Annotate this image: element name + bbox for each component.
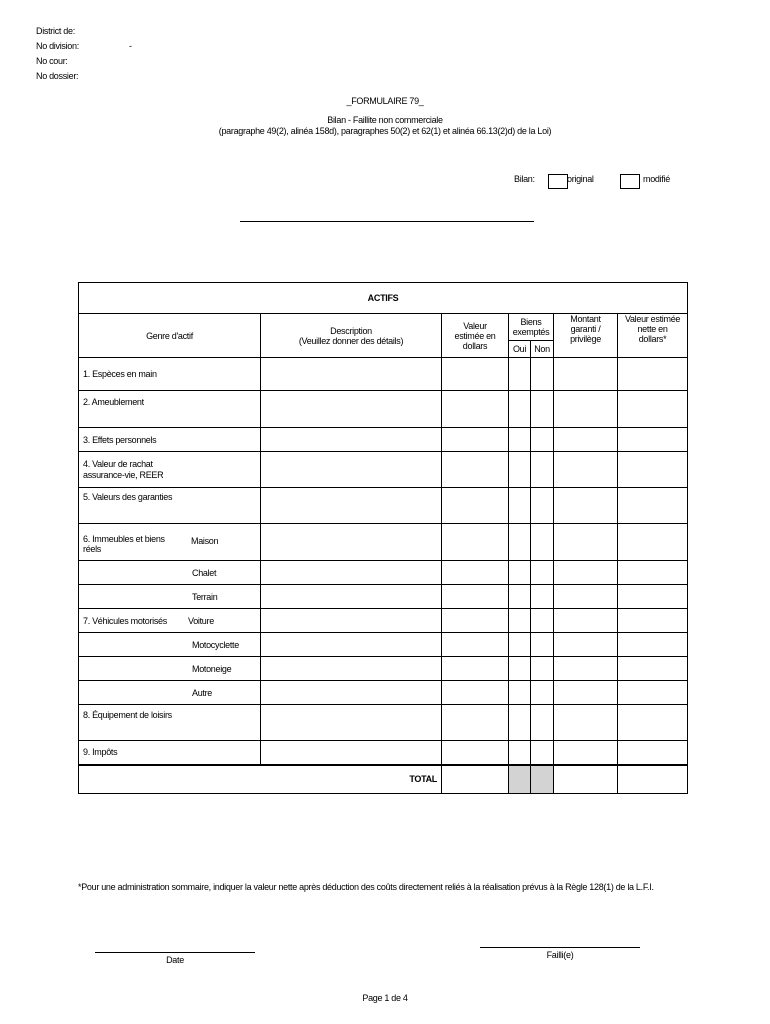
valeur-cell[interactable] bbox=[442, 358, 509, 391]
footnote: *Pour une administration sommaire, indiquer la valeur nette après déduction des coûts directement reliés à la réalisation prévus à la Règle 128(1) de la L.F.I. bbox=[78, 882, 654, 892]
table-row bbox=[79, 391, 688, 428]
description-cell[interactable] bbox=[261, 428, 442, 452]
description-header: Description (Veuillez donner des détails) bbox=[261, 314, 442, 358]
table-row bbox=[79, 452, 688, 488]
montant-cell[interactable] bbox=[554, 705, 618, 741]
valeur-cell[interactable] bbox=[442, 741, 509, 765]
oui-cell[interactable] bbox=[509, 609, 531, 633]
table-row bbox=[79, 657, 688, 681]
row-label-immeubles bbox=[79, 524, 261, 561]
oui-cell[interactable] bbox=[509, 358, 531, 391]
description-cell[interactable] bbox=[261, 358, 442, 391]
non-cell[interactable] bbox=[531, 681, 554, 705]
description-cell[interactable] bbox=[261, 452, 442, 488]
valeur-cell[interactable] bbox=[442, 705, 509, 741]
oui-cell[interactable] bbox=[509, 705, 531, 741]
valeur-cell[interactable] bbox=[442, 633, 509, 657]
row-label-rachat: 4. Valeur de rachat assurance-vie, REER bbox=[79, 452, 261, 488]
table-row bbox=[79, 358, 688, 391]
description-cell[interactable] bbox=[261, 633, 442, 657]
immeubles-label: 6. Immeubles et biens réels bbox=[83, 534, 165, 554]
non-header: Non bbox=[531, 341, 554, 358]
non-cell[interactable] bbox=[531, 428, 554, 452]
voiture-label: Voiture bbox=[188, 615, 214, 626]
table-title-row bbox=[79, 283, 688, 314]
original-label: original bbox=[567, 174, 594, 184]
nette-cell[interactable] bbox=[618, 741, 688, 765]
valeur-cell[interactable] bbox=[442, 609, 509, 633]
row-label-motoneige: Motoneige bbox=[79, 657, 261, 681]
oui-cell[interactable] bbox=[509, 524, 531, 561]
description-cell[interactable] bbox=[261, 561, 442, 585]
page-number: Page 1 de 4 bbox=[362, 993, 408, 1003]
row-label-impots: 9. Impôts bbox=[79, 741, 261, 765]
failli-label: Failli(e) bbox=[546, 950, 574, 960]
modifie-checkbox[interactable] bbox=[620, 174, 640, 189]
date-line[interactable] bbox=[95, 952, 255, 953]
non-cell[interactable] bbox=[531, 488, 554, 524]
total-label: TOTAL bbox=[79, 765, 442, 794]
row-label-especes: 1. Espèces en main bbox=[79, 358, 261, 391]
nette-cell[interactable] bbox=[618, 633, 688, 657]
nette-cell[interactable] bbox=[618, 391, 688, 428]
table-row bbox=[79, 488, 688, 524]
valeur-cell[interactable] bbox=[442, 452, 509, 488]
nette-cell[interactable] bbox=[618, 561, 688, 585]
nette-cell[interactable] bbox=[618, 705, 688, 741]
maison-label: Maison bbox=[191, 536, 219, 546]
district-label: District de: bbox=[36, 26, 75, 36]
oui-cell[interactable] bbox=[509, 488, 531, 524]
non-cell[interactable] bbox=[531, 609, 554, 633]
valeur-cell[interactable] bbox=[442, 488, 509, 524]
table-row bbox=[79, 585, 688, 609]
non-cell[interactable] bbox=[531, 741, 554, 765]
montant-cell[interactable] bbox=[554, 391, 618, 428]
nette-cell[interactable] bbox=[618, 358, 688, 391]
non-cell[interactable] bbox=[531, 561, 554, 585]
form-subtitle: Bilan - Faillite non commerciale bbox=[327, 115, 443, 125]
oui-cell[interactable] bbox=[509, 585, 531, 609]
valeur-header: Valeur estimée en dollars bbox=[442, 314, 509, 358]
non-cell[interactable] bbox=[531, 633, 554, 657]
valeur-cell[interactable] bbox=[442, 657, 509, 681]
oui-cell[interactable] bbox=[509, 741, 531, 765]
montant-cell[interactable] bbox=[554, 488, 618, 524]
date-label: Date bbox=[166, 955, 184, 965]
dossier-label: No dossier: bbox=[36, 71, 79, 81]
table-row bbox=[79, 633, 688, 657]
non-cell[interactable] bbox=[531, 524, 554, 561]
row-label-vehicules bbox=[79, 609, 261, 633]
description-cell[interactable] bbox=[261, 741, 442, 765]
assets-table bbox=[78, 282, 688, 794]
nette-cell[interactable] bbox=[618, 609, 688, 633]
total-row bbox=[79, 765, 688, 794]
description-cell[interactable] bbox=[261, 524, 442, 561]
montant-cell[interactable] bbox=[554, 585, 618, 609]
total-montant-cell[interactable] bbox=[554, 765, 618, 794]
montant-cell[interactable] bbox=[554, 681, 618, 705]
description-cell[interactable] bbox=[261, 585, 442, 609]
form-title: _FORMULAIRE 79_ bbox=[346, 96, 424, 106]
table-row bbox=[79, 609, 688, 633]
valeur-cell[interactable] bbox=[442, 524, 509, 561]
row-label-loisirs: 8. Équipement de loisirs bbox=[79, 705, 261, 741]
header-row bbox=[79, 314, 688, 341]
nette-cell[interactable] bbox=[618, 452, 688, 488]
table-row bbox=[79, 681, 688, 705]
row-label-chalet: Chalet bbox=[79, 561, 261, 585]
row-label-garanties: 5. Valeurs des garanties bbox=[79, 488, 261, 524]
cour-label: No cour: bbox=[36, 56, 68, 66]
bilan-label: Bilan: bbox=[514, 174, 535, 184]
nette-cell[interactable] bbox=[618, 585, 688, 609]
montant-cell[interactable] bbox=[554, 358, 618, 391]
valeur-cell[interactable] bbox=[442, 585, 509, 609]
description-cell[interactable] bbox=[261, 657, 442, 681]
nette-cell[interactable] bbox=[618, 681, 688, 705]
table-row bbox=[79, 524, 688, 561]
montant-cell[interactable] bbox=[554, 428, 618, 452]
legal-reference: (paragraphe 49(2), alinéa 158d), paragraphes 50(2) et 62(1) et alinéa 66.13(2)d) de la Loi) bbox=[218, 126, 552, 136]
non-cell[interactable] bbox=[531, 705, 554, 741]
division-label: No division: bbox=[36, 41, 79, 51]
non-cell[interactable] bbox=[531, 585, 554, 609]
division-mark: - bbox=[129, 41, 132, 51]
genre-header: Genre d'actif bbox=[79, 314, 261, 358]
original-checkbox[interactable] bbox=[548, 174, 568, 189]
nette-cell[interactable] bbox=[618, 524, 688, 561]
description-cell[interactable] bbox=[261, 609, 442, 633]
oui-cell[interactable] bbox=[509, 561, 531, 585]
montant-cell[interactable] bbox=[554, 609, 618, 633]
montant-cell[interactable] bbox=[554, 452, 618, 488]
nette-cell[interactable] bbox=[618, 488, 688, 524]
row-label-terrain: Terrain bbox=[79, 585, 261, 609]
non-cell[interactable] bbox=[531, 391, 554, 428]
table-row bbox=[79, 705, 688, 741]
oui-cell[interactable] bbox=[509, 657, 531, 681]
oui-cell[interactable] bbox=[509, 452, 531, 488]
non-cell[interactable] bbox=[531, 452, 554, 488]
total-non-cell bbox=[531, 765, 554, 794]
oui-cell[interactable] bbox=[509, 681, 531, 705]
table-title: ACTIFS bbox=[79, 283, 688, 314]
montant-cell[interactable] bbox=[554, 657, 618, 681]
valeur-cell[interactable] bbox=[442, 428, 509, 452]
row-label-ameublement: 2. Ameublement bbox=[79, 391, 261, 428]
biens-header: Biens exemptés bbox=[509, 314, 554, 341]
description-cell[interactable] bbox=[261, 705, 442, 741]
description-cell[interactable] bbox=[261, 681, 442, 705]
oui-cell[interactable] bbox=[509, 428, 531, 452]
description-cell[interactable] bbox=[261, 391, 442, 428]
montant-cell[interactable] bbox=[554, 741, 618, 765]
nette-cell[interactable] bbox=[618, 428, 688, 452]
oui-cell[interactable] bbox=[509, 391, 531, 428]
table-row bbox=[79, 428, 688, 452]
row-label-autre: Autre bbox=[79, 681, 261, 705]
valeur-cell[interactable] bbox=[442, 561, 509, 585]
montant-cell[interactable] bbox=[554, 633, 618, 657]
modifie-label: modifié bbox=[643, 174, 670, 184]
table-row bbox=[79, 741, 688, 765]
failli-signature-line[interactable] bbox=[480, 947, 640, 948]
montant-header: Montant garanti / privilège bbox=[554, 314, 618, 358]
valeur-cell[interactable] bbox=[442, 391, 509, 428]
nette-cell[interactable] bbox=[618, 657, 688, 681]
nette-header: Valeur estimée nette en dollars* bbox=[618, 314, 688, 358]
total-nette-cell[interactable] bbox=[618, 765, 688, 794]
vehicules-label: 7. Véhicules motorisés bbox=[83, 615, 167, 626]
table-row bbox=[79, 561, 688, 585]
row-label-effets: 3. Effets personnels bbox=[79, 428, 261, 452]
non-cell[interactable] bbox=[531, 358, 554, 391]
description-cell[interactable] bbox=[261, 488, 442, 524]
oui-header: Oui bbox=[509, 341, 531, 358]
total-oui-cell bbox=[509, 765, 531, 794]
oui-cell[interactable] bbox=[509, 633, 531, 657]
valeur-cell[interactable] bbox=[442, 681, 509, 705]
row-label-motocyclette: Motocyclette bbox=[79, 633, 261, 657]
non-cell[interactable] bbox=[531, 657, 554, 681]
total-valeur-cell[interactable] bbox=[442, 765, 509, 794]
montant-cell[interactable] bbox=[554, 561, 618, 585]
montant-cell[interactable] bbox=[554, 524, 618, 561]
name-line[interactable] bbox=[240, 221, 534, 222]
